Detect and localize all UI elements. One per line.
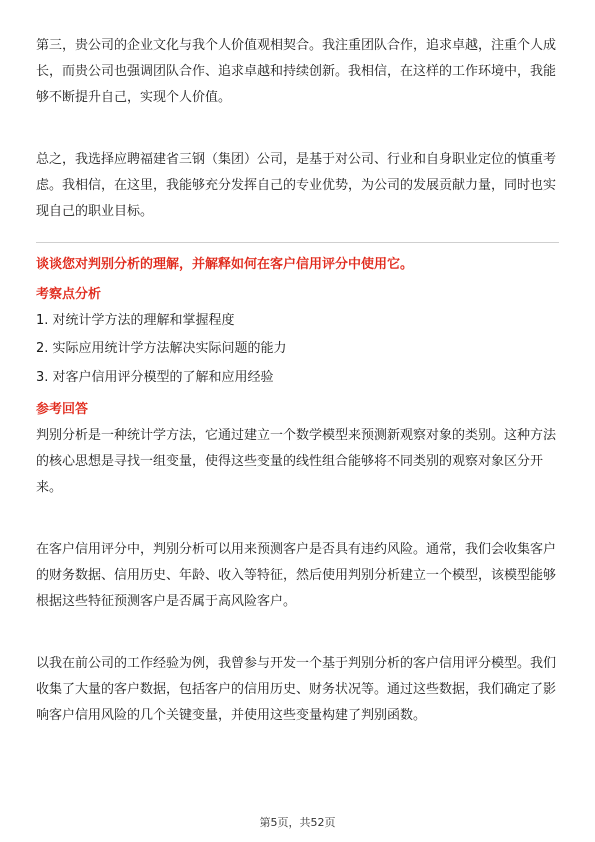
- question-heading: 谈谈您对判别分析的理解，并解释如何在客户信用评分中使用它。: [36, 257, 414, 272]
- reference-title: 参考回答: [36, 402, 89, 417]
- reference-paragraph: 以我在前公司的工作经验为例，我曾参与开发一个基于判别分析的客户信用评分模型。我们收集了大量的客户数据，包括客户的信用历史、财务状况等。通过这些数据，我们确定了影响客户信用风险的几个关键变量，并使用这些变量构建了判别函数。: [36, 656, 557, 723]
- reference-paragraph: 判别分析是一种统计学方法，它通过建立一个数学模型来预测新观察对象的类别。这种方法的核心思想是寻找一组变量，使得这些变量的线性组合能够将不同类别的观察对象区分开来。: [36, 428, 557, 495]
- assessment-item: 3. 对客户信用评分模型的了解和应用经验: [36, 370, 274, 385]
- paragraph-conclusion: 总之，我选择应聘福建省三钢（集团）公司，是基于对公司、行业和自身职业定位的慎重考虑。我相信，在这里，我能够充分发挥自己的专业优势，为公司的发展贡献力量，同时也实现自己的职业目标。: [36, 152, 557, 219]
- assessment-item: 2. 实际应用统计学方法解决实际问题的能力: [36, 341, 287, 356]
- section-divider: [36, 242, 559, 243]
- page-number: 第5页，共52页: [259, 816, 336, 829]
- assessment-title: 考察点分析: [36, 287, 102, 302]
- reference-paragraph: 在客户信用评分中，判别分析可以用来预测客户是否具有违约风险。通常，我们会收集客户的财务数据、信用历史、年龄、收入等特征，然后使用判别分析建立一个模型，该模型能够根据这些特征预测客户是否属于高风险客户。: [36, 542, 557, 609]
- paragraph-culture-fit: 第三，贵公司的企业文化与我个人价值观相契合。我注重团队合作，追求卓越，注重个人成长，而贵公司也强调团队合作、追求卓越和持续创新。我相信，在这样的工作环境中，我能够不断提升自己，实现个人价值。: [36, 38, 557, 105]
- assessment-item: 1. 对统计学方法的理解和掌握程度: [36, 313, 235, 328]
